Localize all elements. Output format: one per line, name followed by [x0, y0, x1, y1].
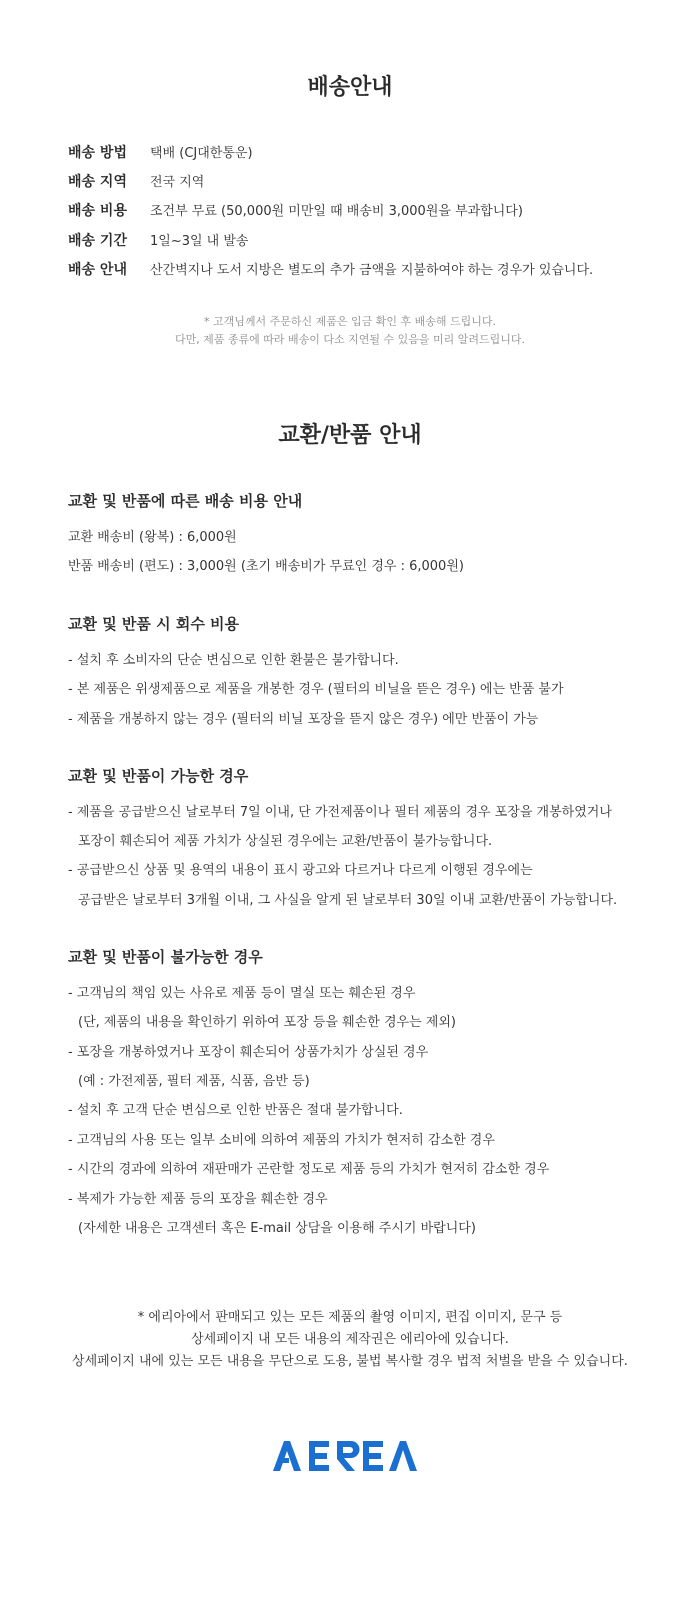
shipping-row-value: 산간벽지나 도서 지방은 별도의 추가 금액을 지불하여야 하는 경우가 있습니다. [150, 263, 594, 278]
impossible-line: (자세한 내용은 고객센터 혹은 E-mail 상담을 이용해 주시기 바랍니다) [78, 1221, 476, 1236]
shipping-note [0, 313, 700, 349]
exchange-cost-heading: 교환 및 반품에 따른 배송 비용 안내 [68, 492, 303, 510]
shipping-row-label: 배송 안내 [68, 262, 127, 278]
shipping-row-value: 택배 (CJ대한통운) [150, 146, 253, 161]
possible-line: - 제품을 공급받으신 날로부터 7일 이내, 단 가전제품이나 필터 제품의 경우 포장을 개봉하였거나 [68, 805, 612, 820]
exchange-title: 교환/반품 안내 [278, 423, 422, 448]
shipping-note-line: * 고객님께서 주문하신 제품은 입금 확인 후 배송해 드립니다. [204, 315, 496, 328]
shipping-row-label: 배송 비용 [68, 203, 127, 219]
possible-line: 공급받은 날로부터 3개월 이내, 그 사실을 알게 된 날로부터 30일 이내 교환/반품이 가능합니다. [78, 893, 618, 908]
impossible-line: - 고객님의 사용 또는 일부 소비에 의하여 제품의 가치가 현저히 감소한 경우 [68, 1133, 495, 1148]
impossible-line: (단, 제품의 내용을 확인하기 위하여 포장 등을 훼손한 경우는 제외) [78, 1015, 456, 1030]
impossible-line: - 설치 후 고객 단순 변심으로 인한 반품은 절대 불가합니다. [68, 1103, 403, 1118]
possible-heading: 교환 및 반품이 가능한 경우 [68, 767, 249, 785]
shipping-row-region [68, 171, 204, 193]
impossible-heading: 교환 및 반품이 불가능한 경우 [68, 948, 263, 966]
recovery-cost-line: - 본 제품은 위생제품으로 제품을 개봉한 경우 (필터의 비닐을 뜯은 경우) 에는 반품 불가 [68, 682, 564, 697]
impossible-line: - 시간의 경과에 의하여 재판매가 곤란할 정도로 제품 등의 가치가 현저히 감소한 경우 [68, 1162, 550, 1177]
shipping-row-label: 배송 기간 [68, 233, 127, 249]
impossible-line: - 포장을 개봉하였거나 포장이 훼손되어 상품가치가 상실된 경우 [68, 1045, 429, 1060]
shipping-row-label: 배송 지역 [68, 174, 127, 190]
shipping-row-value: 전국 지역 [150, 175, 205, 190]
shipping-note-line: 다만, 제품 종류에 따라 배송이 다소 지연될 수 있음을 미리 알려드립니다. [174, 333, 526, 346]
impossible-line: - 복제가 가능한 제품 등의 포장을 훼손한 경우 [68, 1192, 328, 1207]
aerea-logo [273, 1440, 417, 1472]
shipping-row-cost [68, 200, 523, 222]
exchange-cost-line: 교환 배송비 (왕복) : 6,000원 [68, 530, 237, 545]
recovery-cost-line: - 제품을 개봉하지 않는 경우 (필터의 비닐 포장을 뜯지 않은 경우) 에만 반품이 가능 [68, 712, 539, 727]
copyright-notice [0, 1307, 700, 1373]
recovery-cost-heading: 교환 및 반품 시 회수 비용 [68, 615, 240, 633]
shipping-row-guide [68, 259, 593, 281]
shipping-row-value: 1일~3일 내 발송 [150, 234, 249, 249]
possible-line: - 공급받으신 상품 및 용역의 내용이 표시 광고와 다르거나 다르게 이행된 경우에는 [68, 863, 533, 878]
exchange-cost-line: 반품 배송비 (편도) : 3,000원 (초기 배송비가 무료인 경우 : 6,000원) [68, 559, 464, 574]
possible-line: 포장이 훼손되어 제품 가치가 상실된 경우에는 교환/반품이 불가능합니다. [78, 834, 493, 849]
recovery-cost-line: - 설치 후 소비자의 단순 변심으로 인한 환불은 불가합니다. [68, 653, 399, 668]
shipping-title: 배송안내 [307, 75, 393, 100]
shipping-row-label: 배송 방법 [68, 145, 127, 161]
copyright-line: * 에리아에서 판매되고 있는 모든 제품의 촬영 이미지, 편집 이미지, 문구 등 [137, 1310, 563, 1325]
impossible-line: (예 : 가전제품, 필터 제품, 식품, 음반 등) [78, 1074, 310, 1089]
impossible-line: - 고객님의 책임 있는 사유로 제품 등이 멸실 또는 훼손된 경우 [68, 986, 416, 1001]
shipping-row-method [68, 142, 253, 164]
copyright-line: 상세페이지 내에 있는 모든 내용을 무단으로 도용, 불법 복사할 경우 법적 처벌을 받을 수 있습니다. [72, 1354, 628, 1369]
copyright-line: 상세페이지 내 모든 내용의 제작권은 에리아에 있습니다. [191, 1332, 509, 1347]
shipping-row-value: 조건부 무료 (50,000원 미만일 때 배송비 3,000원을 부과합니다) [150, 204, 523, 219]
shipping-row-period [68, 230, 249, 252]
